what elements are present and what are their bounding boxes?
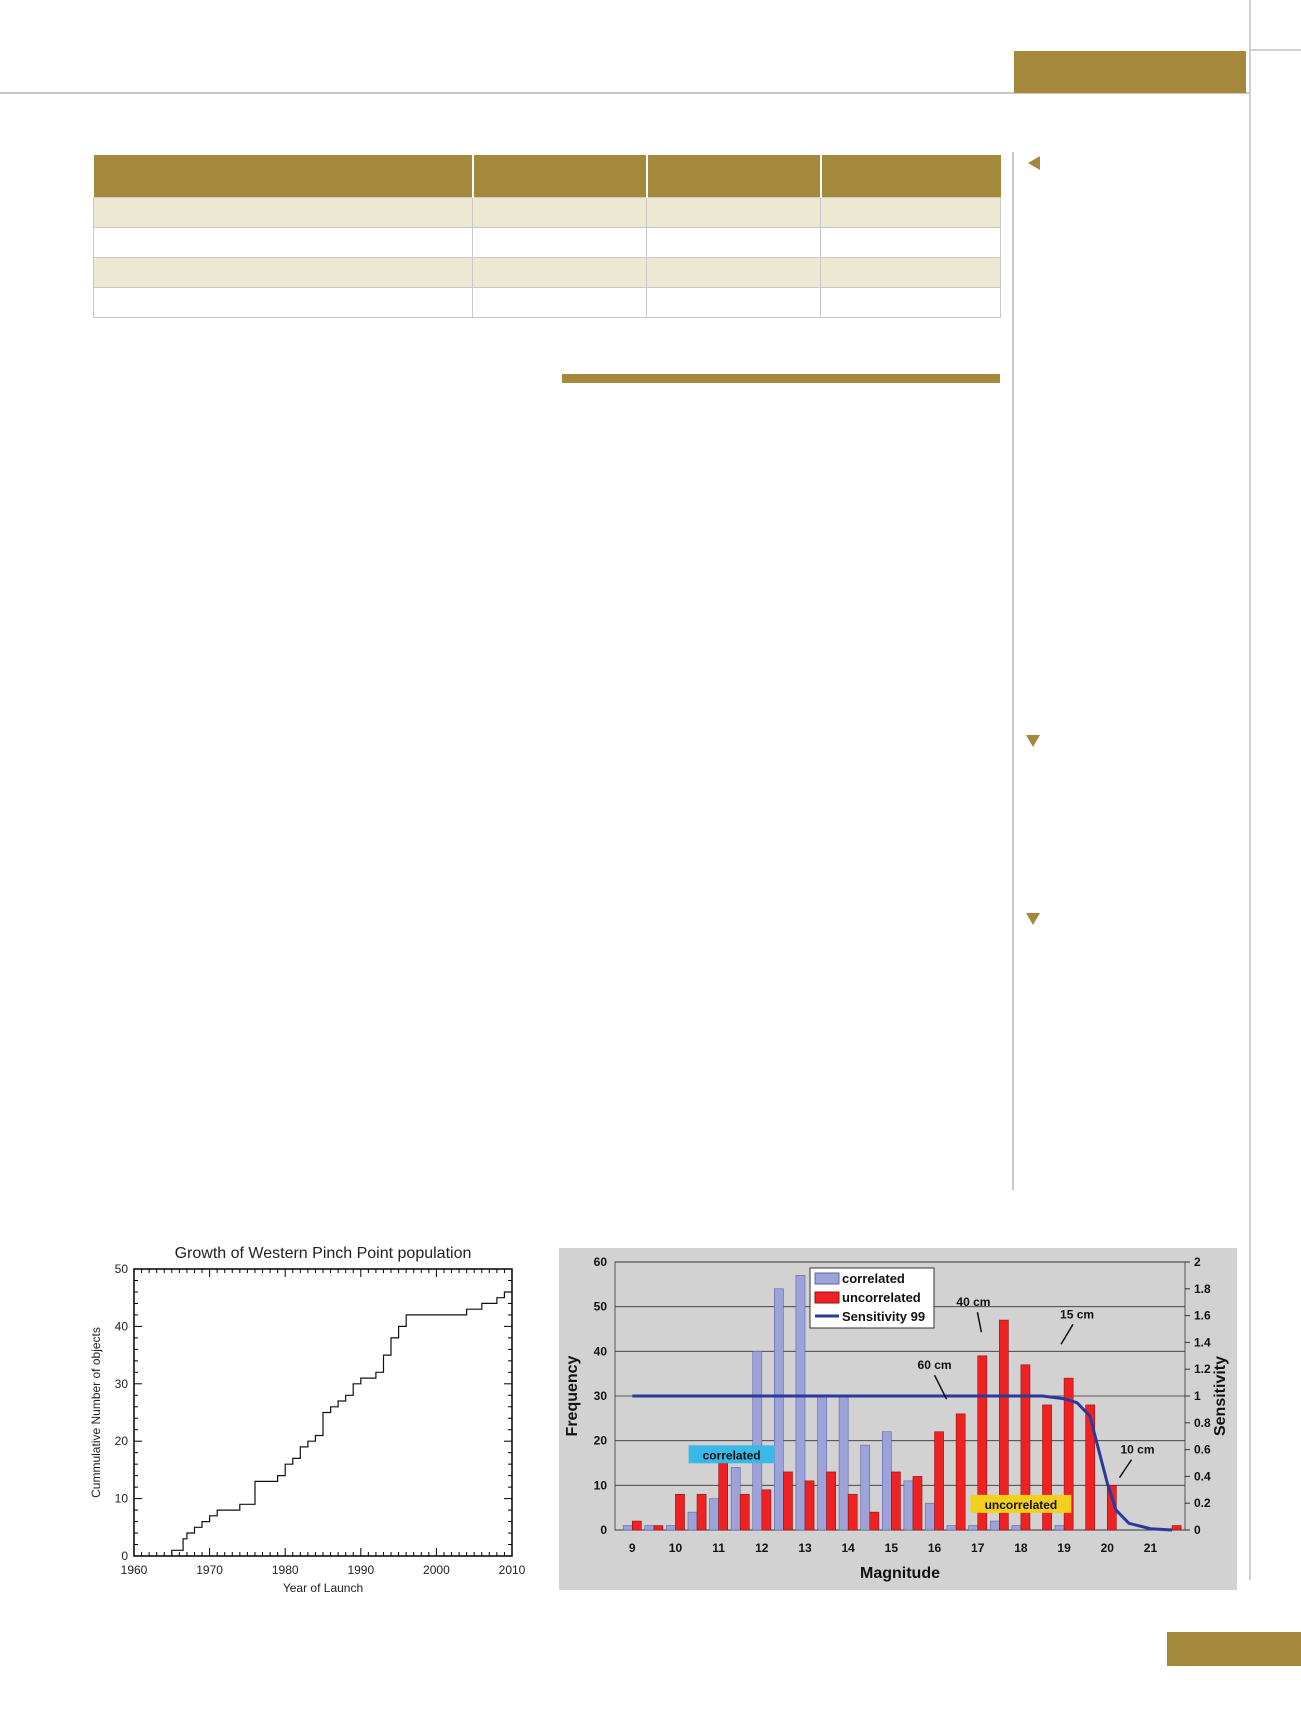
legend-swatch-correlated — [815, 1273, 839, 1284]
bar-correlated — [710, 1499, 719, 1530]
legend-label: correlated — [842, 1271, 905, 1286]
y2-tick-label: 1 — [1194, 1389, 1201, 1403]
table-header-cell — [821, 155, 1001, 198]
bar-correlated — [623, 1526, 632, 1530]
x-axis-label: Year of Launch — [282, 1581, 364, 1595]
x-tick-label: 14 — [841, 1541, 855, 1555]
table-cell — [821, 198, 1001, 228]
y2-tick-label: 1.4 — [1194, 1335, 1211, 1350]
x-tick-label: 16 — [927, 1541, 942, 1555]
table-row — [94, 228, 1001, 258]
bar-correlated — [969, 1526, 978, 1530]
y-tick-label: 30 — [114, 1376, 128, 1391]
legend-label: Sensitivity 99 — [842, 1309, 926, 1324]
page-number-box — [1167, 1632, 1301, 1666]
y2-tick-label: 0.6 — [1194, 1442, 1211, 1457]
table-cell — [473, 288, 647, 318]
bar-uncorrelated — [827, 1472, 836, 1530]
bar-uncorrelated — [870, 1512, 879, 1530]
y-tick-label: 60 — [593, 1255, 607, 1269]
x-tick-label: 11 — [712, 1541, 725, 1555]
bar-correlated — [666, 1526, 675, 1530]
x-tick-label: 17 — [971, 1541, 985, 1555]
y-tick-label: 0 — [121, 1549, 128, 1563]
data-table — [93, 155, 1001, 318]
bar-correlated — [753, 1351, 762, 1530]
annotation-label: 15 cm — [1060, 1307, 1095, 1322]
table-cell — [647, 198, 821, 228]
y-tick-label: 10 — [593, 1478, 607, 1493]
bar-uncorrelated — [935, 1432, 944, 1530]
x-tick-label: 21 — [1143, 1541, 1158, 1555]
y2-tick-label: 0.4 — [1194, 1469, 1211, 1484]
right-margin-rule — [1249, 0, 1251, 1580]
sidebar-down-arrow-icon — [1026, 735, 1040, 747]
bar-uncorrelated — [805, 1481, 814, 1530]
magnitude-chart — [559, 1248, 1237, 1590]
bar-correlated — [925, 1503, 934, 1530]
bar-correlated — [796, 1275, 805, 1530]
y-tick-label: 20 — [114, 1434, 128, 1449]
annotation-label: 40 cm — [956, 1295, 991, 1310]
x-tick-label: 13 — [798, 1541, 812, 1555]
section-heading-bar — [562, 374, 1000, 383]
table-cell — [473, 228, 647, 258]
bar-uncorrelated — [697, 1494, 706, 1530]
table-cell — [821, 228, 1001, 258]
right-margin-tick — [1249, 49, 1301, 51]
bar-uncorrelated — [1172, 1526, 1181, 1530]
y-axis-label: Cummulative Number of objects — [89, 1327, 103, 1498]
bar-correlated — [947, 1526, 956, 1530]
table-cell — [94, 198, 473, 228]
x-tick-label: 15 — [884, 1541, 899, 1555]
y-tick-label: 20 — [593, 1433, 607, 1448]
x-tick-label: 2000 — [423, 1563, 450, 1577]
table-header-cell — [94, 155, 473, 198]
y-axis-label: Frequency — [564, 1355, 581, 1437]
table-cell — [647, 288, 821, 318]
chart-title: Growth of Western Pinch Point population — [174, 1245, 472, 1262]
table-cell — [94, 288, 473, 318]
y2-tick-label: 1.2 — [1194, 1362, 1211, 1377]
y-tick-label: 40 — [593, 1344, 607, 1359]
table-cell — [647, 228, 821, 258]
x-tick-label: 10 — [668, 1541, 683, 1555]
bar-uncorrelated — [956, 1414, 965, 1530]
bar-correlated — [990, 1521, 999, 1530]
bar-correlated — [861, 1445, 870, 1530]
table-cell — [647, 258, 821, 288]
y2-tick-label: 1.6 — [1194, 1308, 1211, 1323]
y-tick-label: 40 — [114, 1319, 128, 1334]
table-cell — [94, 228, 473, 258]
bar-uncorrelated — [719, 1463, 728, 1530]
x-tick-label: 9 — [628, 1541, 636, 1555]
x-tick-label: 20 — [1100, 1541, 1114, 1555]
growth-chart-svg — [88, 1236, 538, 1596]
table-header-row — [94, 155, 1001, 198]
sidebar-down-arrow-icon-2 — [1026, 913, 1040, 925]
table-cell — [473, 198, 647, 228]
y2-tick-label: 2 — [1194, 1255, 1201, 1269]
x-tick-label: 1960 — [120, 1563, 148, 1577]
table-cell — [821, 258, 1001, 288]
table-header-cell — [647, 155, 821, 198]
x-tick-label: 1980 — [271, 1563, 299, 1577]
y-tick-label: 0 — [600, 1523, 607, 1537]
table-row — [94, 258, 1001, 288]
x-tick-label: 1990 — [347, 1563, 375, 1577]
table-row — [94, 288, 1001, 318]
bar-correlated — [774, 1289, 783, 1530]
bar-uncorrelated — [848, 1494, 857, 1530]
bar-correlated — [688, 1512, 697, 1530]
bar-correlated — [731, 1467, 740, 1530]
x-tick-label: 12 — [755, 1541, 769, 1555]
bar-correlated — [882, 1432, 891, 1530]
annotation-label: 60 cm — [917, 1358, 952, 1373]
y2-tick-label: 1.8 — [1194, 1281, 1211, 1296]
bar-correlated — [839, 1396, 848, 1530]
table-cell — [473, 258, 647, 288]
growth-chart — [88, 1236, 538, 1596]
legend-swatch-uncorrelated — [815, 1292, 839, 1303]
y-tick-label: 10 — [114, 1491, 128, 1506]
table-row — [94, 198, 1001, 228]
y-tick-label: 50 — [114, 1262, 128, 1276]
table-cell — [821, 288, 1001, 318]
x-tick-label: 2010 — [498, 1563, 526, 1577]
bar-uncorrelated — [675, 1494, 684, 1530]
bar-correlated — [904, 1481, 913, 1530]
y-tick-label: 30 — [593, 1389, 607, 1403]
bar-uncorrelated — [783, 1472, 792, 1530]
table-cell — [94, 258, 473, 288]
bar-uncorrelated — [762, 1490, 771, 1530]
bar-uncorrelated — [740, 1494, 749, 1530]
tag-label: correlated — [702, 1448, 761, 1463]
y2-tick-label: 0.2 — [1194, 1496, 1211, 1511]
annotation-label: 10 cm — [1120, 1442, 1155, 1457]
x-tick-label: 19 — [1057, 1541, 1071, 1555]
bar-correlated — [1055, 1526, 1064, 1530]
y2-axis-label: Sensitivity — [1212, 1355, 1229, 1437]
bar-uncorrelated — [654, 1526, 663, 1530]
bar-correlated — [1012, 1526, 1021, 1530]
x-tick-label: 1970 — [196, 1563, 223, 1577]
header-tab — [1014, 51, 1246, 93]
tag-label: uncorrelated — [984, 1497, 1058, 1512]
bar-correlated — [818, 1396, 827, 1530]
legend-label: uncorrelated — [842, 1290, 921, 1305]
sidebar-left-arrow-icon — [1028, 156, 1040, 170]
bar-uncorrelated — [913, 1476, 922, 1530]
y2-tick-label: 0.8 — [1194, 1415, 1211, 1430]
x-axis-label: Magnitude — [860, 1565, 940, 1582]
y-tick-label: 50 — [593, 1299, 607, 1314]
sidebar-rule — [1012, 152, 1014, 1190]
y2-tick-label: 0 — [1194, 1523, 1201, 1537]
table-header-cell — [473, 155, 647, 198]
magnitude-chart-svg — [559, 1248, 1237, 1590]
x-tick-label: 18 — [1014, 1541, 1028, 1555]
bar-uncorrelated — [891, 1472, 900, 1530]
bar-uncorrelated — [632, 1521, 641, 1530]
bar-correlated — [645, 1526, 654, 1530]
